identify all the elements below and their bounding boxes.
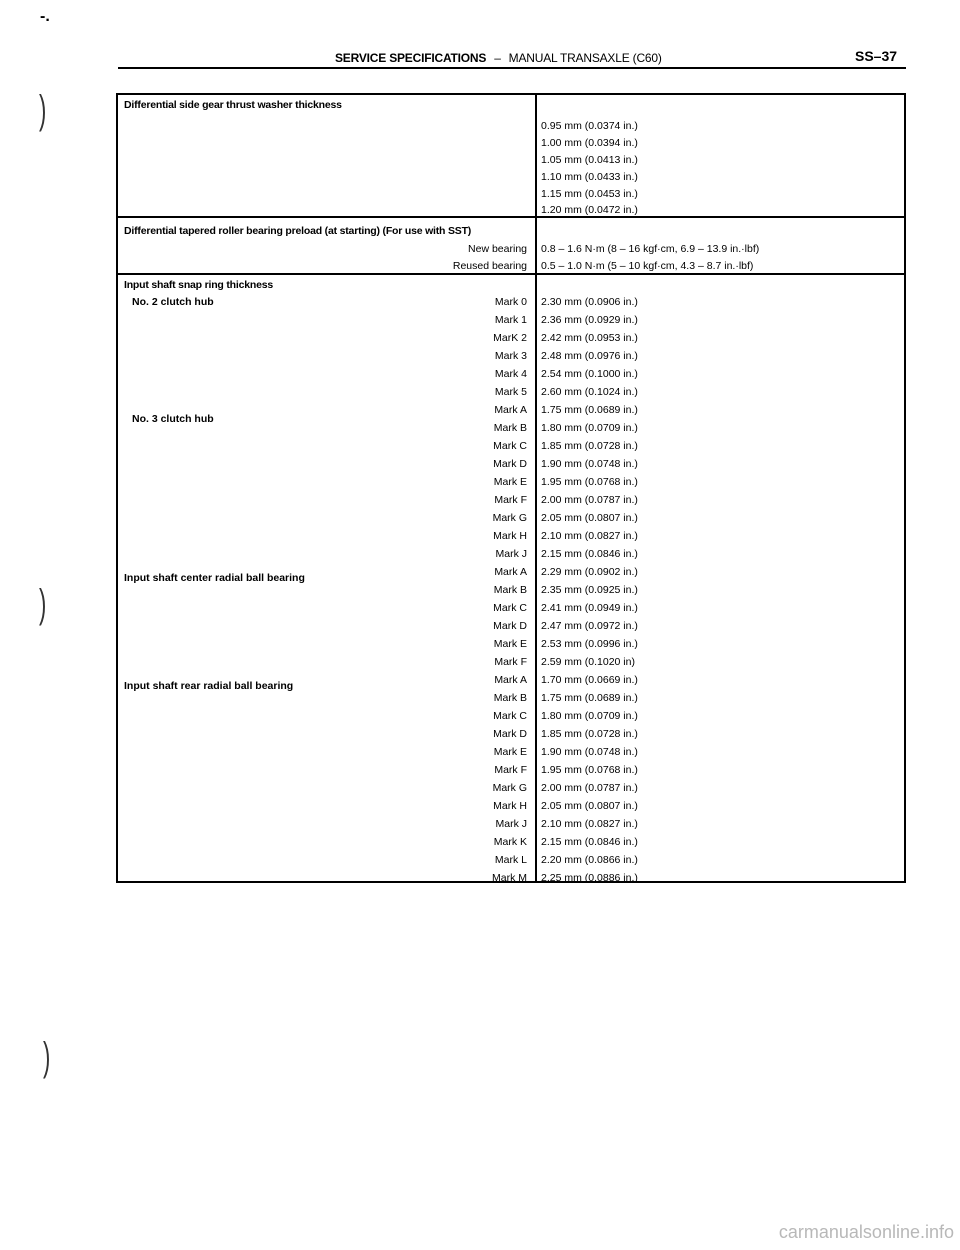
mark-label: Mark A <box>494 674 527 686</box>
washer-value: 1.15 mm (0.0453 in.) <box>541 188 638 200</box>
mark-label: Mark 0 <box>494 296 527 308</box>
mark-value: 1.90 mm (0.0748 in.) <box>541 458 638 470</box>
column-divider <box>535 95 537 881</box>
mark-label: Mark B <box>493 584 527 596</box>
mark-value: 2.41 mm (0.0949 in.) <box>541 602 638 614</box>
mark-label: Mark 1 <box>494 314 527 326</box>
mark-value: 2.05 mm (0.0807 in.) <box>541 512 638 524</box>
mark-label: Mark F <box>494 494 527 506</box>
mark-label: Mark E <box>493 638 527 650</box>
no2-clutch-hub-label: No. 2 clutch hub <box>132 296 214 308</box>
header-separator: – <box>494 51 501 65</box>
mark-value: 2.10 mm (0.0827 in.) <box>541 530 638 542</box>
snap-ring-section-title: Input shaft snap ring thickness <box>124 279 273 291</box>
mark-value: 2.42 mm (0.0953 in.) <box>541 332 638 344</box>
mark-label: Mark C <box>493 602 527 614</box>
washer-value: 1.05 mm (0.0413 in.) <box>541 154 638 166</box>
washer-value: 1.00 mm (0.0394 in.) <box>541 137 638 149</box>
mark-value: 2.47 mm (0.0972 in.) <box>541 620 638 632</box>
mark-label: Mark K <box>493 836 527 848</box>
mark-value: 1.90 mm (0.0748 in.) <box>541 746 638 758</box>
mark-value: 2.53 mm (0.0996 in.) <box>541 638 638 650</box>
mark-value: 2.60 mm (0.1024 in.) <box>541 386 638 398</box>
washer-section-title: Differential side gear thrust washer thickness <box>124 99 342 111</box>
preload-reused-label: Reused bearing <box>452 260 527 272</box>
row-divider <box>118 273 904 275</box>
spec-table <box>116 93 906 883</box>
binding-hole-mark: ) <box>42 1035 51 1079</box>
watermark: carmanualsonline.info <box>778 1222 954 1242</box>
corner-mark: -. <box>40 8 50 25</box>
mark-label: Mark F <box>494 764 527 776</box>
header-rule <box>118 67 906 69</box>
mark-label: Mark D <box>493 728 527 740</box>
mark-value: 2.05 mm (0.0807 in.) <box>541 800 638 812</box>
mark-value: 1.70 mm (0.0669 in.) <box>541 674 638 686</box>
preload-new-label: New bearing <box>468 243 527 255</box>
page-number: SS–37 <box>855 48 898 64</box>
mark-label: Mark D <box>493 458 527 470</box>
mark-value: 1.95 mm (0.0768 in.) <box>541 764 638 776</box>
page-header <box>335 51 662 65</box>
mark-label: Mark L <box>494 854 527 866</box>
mark-label: Mark B <box>493 692 527 704</box>
mark-label: Mark B <box>493 422 527 434</box>
center-bearing-label: Input shaft center radial ball bearing <box>124 572 305 584</box>
mark-value: 2.29 mm (0.0902 in.) <box>541 566 638 578</box>
mark-label: Mark 5 <box>494 386 527 398</box>
mark-value: 2.30 mm (0.0906 in.) <box>541 296 638 308</box>
binding-hole-mark: ) <box>38 582 47 626</box>
washer-value: 0.95 mm (0.0374 in.) <box>541 120 638 132</box>
mark-value: 2.15 mm (0.0846 in.) <box>541 836 638 848</box>
mark-label: Mark A <box>494 404 527 416</box>
mark-value: 2.25 mm (0.0886 in.) <box>541 872 638 884</box>
mark-value: 1.75 mm (0.0689 in.) <box>541 692 638 704</box>
mark-label: Mark G <box>492 782 527 794</box>
header-title: SERVICE SPECIFICATIONS <box>335 51 487 65</box>
mark-label: Mark 3 <box>494 350 527 362</box>
header-subtitle: MANUAL TRANSAXLE (C60) <box>508 51 662 65</box>
mark-label: Mark E <box>493 476 527 488</box>
mark-value: 1.95 mm (0.0768 in.) <box>541 476 638 488</box>
mark-label: MarK 2 <box>493 332 527 344</box>
mark-label: Mark E <box>493 746 527 758</box>
mark-value: 2.00 mm (0.0787 in.) <box>541 782 638 794</box>
mark-value: 2.59 mm (0.1020 in) <box>541 656 635 668</box>
row-divider <box>118 216 904 218</box>
mark-label: Mark J <box>495 548 527 560</box>
mark-value: 1.80 mm (0.0709 in.) <box>541 422 638 434</box>
mark-value: 1.85 mm (0.0728 in.) <box>541 728 638 740</box>
mark-label: Mark C <box>493 710 527 722</box>
rear-bearing-label: Input shaft rear radial ball bearing <box>124 680 294 692</box>
mark-value: 1.80 mm (0.0709 in.) <box>541 710 638 722</box>
washer-value: 1.20 mm (0.0472 in.) <box>541 204 638 216</box>
mark-value: 2.54 mm (0.1000 in.) <box>541 368 638 380</box>
mark-value: 1.75 mm (0.0689 in.) <box>541 404 638 416</box>
mark-value: 1.85 mm (0.0728 in.) <box>541 440 638 452</box>
mark-label: Mark A <box>494 566 527 578</box>
mark-value: 2.36 mm (0.0929 in.) <box>541 314 638 326</box>
mark-label: Mark 4 <box>494 368 527 380</box>
mark-value: 2.48 mm (0.0976 in.) <box>541 350 638 362</box>
binding-hole-mark: ) <box>38 88 47 132</box>
washer-value: 1.10 mm (0.0433 in.) <box>541 171 638 183</box>
mark-value: 2.15 mm (0.0846 in.) <box>541 548 638 560</box>
mark-label: Mark M <box>492 872 527 884</box>
mark-value: 2.35 mm (0.0925 in.) <box>541 584 638 596</box>
mark-label: Mark F <box>494 656 527 668</box>
preload-reused-value: 0.5 – 1.0 N·m (5 – 10 kgf·cm, 4.3 – 8.7 in.·lbf) <box>541 260 754 272</box>
mark-label: Mark J <box>495 818 527 830</box>
mark-value: 2.00 mm (0.0787 in.) <box>541 494 638 506</box>
no3-clutch-hub-label: No. 3 clutch hub <box>132 413 214 425</box>
mark-label: Mark D <box>493 620 527 632</box>
mark-label: Mark H <box>493 530 527 542</box>
mark-label: Mark G <box>492 512 527 524</box>
mark-value: 2.10 mm (0.0827 in.) <box>541 818 638 830</box>
mark-value: 2.20 mm (0.0866 in.) <box>541 854 638 866</box>
mark-label: Mark C <box>493 440 527 452</box>
preload-section-title: Differential tapered roller bearing preload (at starting) (For use with SST) <box>124 225 472 237</box>
mark-label: Mark H <box>493 800 527 812</box>
preload-new-value: 0.8 – 1.6 N·m (8 – 16 kgf·cm, 6.9 – 13.9 in.·lbf) <box>541 243 760 255</box>
